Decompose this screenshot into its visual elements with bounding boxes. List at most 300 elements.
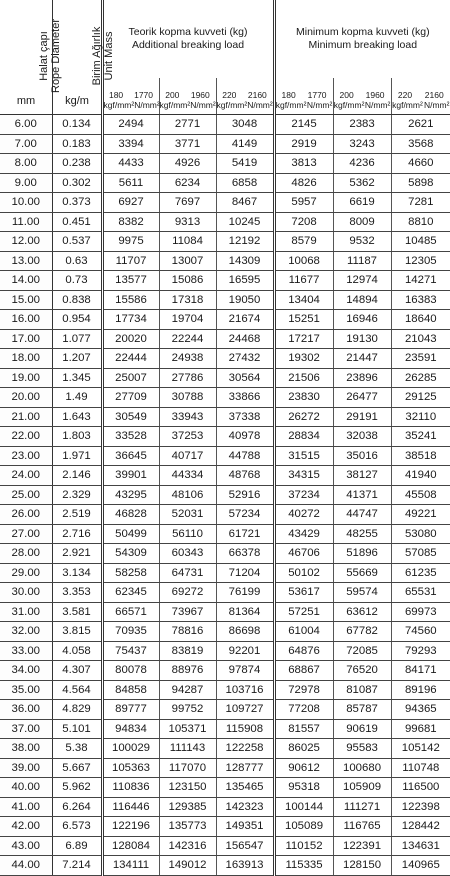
diameter-cell: 7.00: [0, 134, 52, 154]
minimum-1770-cell: 61004: [274, 622, 333, 642]
minimum-2160-cell: 8810: [391, 212, 450, 232]
minimum-2160-cell: 110748: [391, 758, 450, 778]
minimum-1960-cell: 6619: [333, 193, 391, 213]
minimum-1960-cell: 12974: [333, 271, 391, 291]
minimum-1960-cell: 116765: [333, 817, 391, 837]
minimum-1770-cell: 23830: [274, 388, 333, 408]
minimum-1770-cell: 43429: [274, 524, 333, 544]
minimum-1960-cell: 81087: [333, 680, 391, 700]
mass-cell: 5.101: [52, 719, 102, 739]
mass-cell: 6.264: [52, 797, 102, 817]
mass-cell: 1.077: [52, 329, 102, 349]
minimum-1770-cell: 11677: [274, 271, 333, 291]
mass-cell: 1.49: [52, 388, 102, 408]
theoretical-2160-cell: 10245: [216, 212, 274, 232]
diameter-cell: 42.00: [0, 817, 52, 837]
theoretical-1960-cell: 105371: [159, 719, 216, 739]
theoretical-1960-cell: 15086: [159, 271, 216, 291]
theoretical-1770-cell: 13577: [102, 271, 159, 291]
mass-cell: 2.519: [52, 505, 102, 525]
theoretical-1960-cell: 48106: [159, 485, 216, 505]
diameter-cell: 15.00: [0, 290, 52, 310]
minimum-2160-cell: 38518: [391, 446, 450, 466]
minimum-2160-cell: 128442: [391, 817, 450, 837]
table-row: [0, 641, 450, 661]
theoretical-1770-cell: 116446: [102, 797, 159, 817]
minimum-1770-cell: 50102: [274, 563, 333, 583]
minimum-1960-cell: 23896: [333, 368, 391, 388]
theoretical-1960-cell: 13007: [159, 251, 216, 271]
diameter-cell: 9.00: [0, 173, 52, 193]
minimum-1960-cell: 35016: [333, 446, 391, 466]
theoretical-1770-cell: 25007: [102, 368, 159, 388]
mass-cell: 0.838: [52, 290, 102, 310]
diameter-cell: 41.00: [0, 797, 52, 817]
minimum-1770-cell: 37234: [274, 485, 333, 505]
theoretical-1960-cell: 24938: [159, 349, 216, 369]
mass-cell: 0.451: [52, 212, 102, 232]
minimum-2160-cell: 65531: [391, 583, 450, 603]
minimum-1770-cell: 5957: [274, 193, 333, 213]
minimum-1960-cell: 16946: [333, 310, 391, 330]
minimum-1960-cell: 11187: [333, 251, 391, 271]
theoretical-1960-cell: 30788: [159, 388, 216, 408]
minimum-1770-cell: 115335: [274, 856, 333, 876]
minimum-1770-cell: 15251: [274, 310, 333, 330]
theoretical-load-header: [102, 0, 274, 78]
minimum-1960-cell: 85787: [333, 700, 391, 720]
theoretical-1770-cell: 75437: [102, 641, 159, 661]
theoretical-1960-cell: 88976: [159, 661, 216, 681]
theoretical-1770-cell: 84858: [102, 680, 159, 700]
minimum-1770-cell: 19302: [274, 349, 333, 369]
theoretical-1960-cell: 78816: [159, 622, 216, 642]
diameter-cell: 23.00: [0, 446, 52, 466]
minimum-1960-cell: 122391: [333, 836, 391, 856]
theoretical-1770-cell: 2494: [102, 115, 159, 135]
theoretical-1960-cell: 40717: [159, 446, 216, 466]
theoretical-2160-cell: 4149: [216, 134, 274, 154]
minimum-1960-cell: 95583: [333, 739, 391, 759]
diameter-cell: 8.00: [0, 154, 52, 174]
diameter-cell: 38.00: [0, 739, 52, 759]
mass-cell: 5.667: [52, 758, 102, 778]
minimum-2160-cell: 41940: [391, 466, 450, 486]
theoretical-1770-cell: 4433: [102, 154, 159, 174]
mass-cell: 2.716: [52, 524, 102, 544]
table-row: [0, 778, 450, 798]
minimum-1770-cell: 8579: [274, 232, 333, 252]
theoretical-1770-cell: 8382: [102, 212, 159, 232]
theoretical-1770-cell: 17734: [102, 310, 159, 330]
diameter-cell: 43.00: [0, 836, 52, 856]
table-row: [0, 739, 450, 759]
mass-cell: 7.214: [52, 856, 102, 876]
diameter-cell: 16.00: [0, 310, 52, 330]
theoretical-1960-cell: 11084: [159, 232, 216, 252]
minimum-1770-cell: 100144: [274, 797, 333, 817]
diameter-cell: 18.00: [0, 349, 52, 369]
minimum-1770-cell: 10068: [274, 251, 333, 271]
diameter-cell: 44.00: [0, 856, 52, 876]
table-row: [0, 427, 450, 447]
minimum-1960-cell: 59574: [333, 583, 391, 603]
diameter-cell: 12.00: [0, 232, 52, 252]
theoretical-1770-cell: 80078: [102, 661, 159, 681]
minimum-1770-cell: 21506: [274, 368, 333, 388]
table-row: [0, 251, 450, 271]
mass-cell: 2.921: [52, 544, 102, 564]
mass-cell: 3.815: [52, 622, 102, 642]
theoretical-1960-cell: 129385: [159, 797, 216, 817]
theoretical-2160-cell: 92201: [216, 641, 274, 661]
minimum-1960-cell: 105909: [333, 778, 391, 798]
minimum-1770-cell: 7208: [274, 212, 333, 232]
table-row: [0, 349, 450, 369]
theoretical-load-title-en: Additional breaking load: [131, 39, 245, 51]
minimum-1770-cell: 95318: [274, 778, 333, 798]
theoretical-2160-cell: 97874: [216, 661, 274, 681]
minimum-2160-cell: 61235: [391, 563, 450, 583]
minimum-1960-cell: 41371: [333, 485, 391, 505]
minimum-1960-cell: 44747: [333, 505, 391, 525]
minimum-2160-cell: 5898: [391, 173, 450, 193]
minimum-1770-cell: 3813: [274, 154, 333, 174]
theoretical-2160-cell: 86698: [216, 622, 274, 642]
theoretical-2160-cell: 142323: [216, 797, 274, 817]
mass-header-en: Unit Mass: [102, 31, 115, 81]
minimum-2160-cell: 134631: [391, 836, 450, 856]
mass-cell: 0.183: [52, 134, 102, 154]
theoretical-1960-cell: 52031: [159, 505, 216, 525]
mass-unit: kg/m: [65, 95, 89, 107]
diameter-cell: 40.00: [0, 778, 52, 798]
theoretical-1960-cell: 44334: [159, 466, 216, 486]
minimum-2160-cell: 4660: [391, 154, 450, 174]
theoretical-1960-cell: 83819: [159, 641, 216, 661]
minimum-1960-cell: 67782: [333, 622, 391, 642]
theoretical-1960-cell: 94287: [159, 680, 216, 700]
minimum-1960-cell: 100680: [333, 758, 391, 778]
theoretical-1960-cell: 69272: [159, 583, 216, 603]
minimum-1770-cell: 13404: [274, 290, 333, 310]
table-row: [0, 836, 450, 856]
minimum-load-header: [274, 0, 450, 78]
table-row: [0, 563, 450, 583]
table-row: [0, 622, 450, 642]
minimum-1960-cell: 19130: [333, 329, 391, 349]
theoretical-1770-cell: 105363: [102, 758, 159, 778]
theoretical-2160-cell: 57234: [216, 505, 274, 525]
mass-header-tr: Birim Ağırlık: [90, 26, 103, 86]
diameter-cell: 36.00: [0, 700, 52, 720]
minimum-2160-cell: 29125: [391, 388, 450, 408]
minimum-1770-cell: 4826: [274, 173, 333, 193]
diameter-cell: 37.00: [0, 719, 52, 739]
mass-cell: 4.307: [52, 661, 102, 681]
theoretical-1770-cell: 46828: [102, 505, 159, 525]
theoretical-1770-cell: 20020: [102, 329, 159, 349]
minimum-1960-cell: 21447: [333, 349, 391, 369]
mass-cell: 4.829: [52, 700, 102, 720]
table-row: [0, 446, 450, 466]
theoretical-1960-cell: 7697: [159, 193, 216, 213]
minimum-1960-cell: 63612: [333, 602, 391, 622]
minimum-2160-cell: 84171: [391, 661, 450, 681]
minimum-1960-cell: 5362: [333, 173, 391, 193]
theoretical-2160-cell: 12192: [216, 232, 274, 252]
minimum-1960-cell: 8009: [333, 212, 391, 232]
diameter-cell: 30.00: [0, 583, 52, 603]
theoretical-1770-cell: 62345: [102, 583, 159, 603]
theoretical-2160-cell: 109727: [216, 700, 274, 720]
diameter-cell: 17.00: [0, 329, 52, 349]
table-row: [0, 232, 450, 252]
mass-cell: 4.058: [52, 641, 102, 661]
mass-cell: 1.207: [52, 349, 102, 369]
minimum-2160-cell: 7281: [391, 193, 450, 213]
minimum-1770-cell: 40272: [274, 505, 333, 525]
theoretical-2160-cell: 16595: [216, 271, 274, 291]
table-row: [0, 583, 450, 603]
mass-cell: 0.73: [52, 271, 102, 291]
theoretical-2160-cell: 14309: [216, 251, 274, 271]
theoretical-2160-cell: 6858: [216, 173, 274, 193]
table-row: [0, 680, 450, 700]
theoretical-1960-cell: 111143: [159, 739, 216, 759]
table-row: [0, 407, 450, 427]
theoretical-1770-cell: 128084: [102, 836, 159, 856]
theoretical-1770-cell: 15586: [102, 290, 159, 310]
theoretical-1770-cell: 39901: [102, 466, 159, 486]
theoretical-1770-cell: 5611: [102, 173, 159, 193]
diameter-cell: 34.00: [0, 661, 52, 681]
minimum-2160-cell: 122398: [391, 797, 450, 817]
minimum-1960-cell: 48255: [333, 524, 391, 544]
diameter-cell: 39.00: [0, 758, 52, 778]
minimum-2160-cell: 2621: [391, 115, 450, 135]
theoretical-2160-cell: 66378: [216, 544, 274, 564]
table-row: [0, 797, 450, 817]
theoretical-1770-cell: 94834: [102, 719, 159, 739]
theoretical-1960-cell: 117070: [159, 758, 216, 778]
theoretical-1770-cell: 11707: [102, 251, 159, 271]
minimum-2160-cell: 3568: [391, 134, 450, 154]
mass-cell: 3.134: [52, 563, 102, 583]
minimum-1770-cell: 90612: [274, 758, 333, 778]
diameter-header-tr: Halat çapı: [38, 31, 50, 81]
minimum-load-title-tr: Minimum kopma kuvveti (kg): [295, 26, 430, 38]
mass-cell: 2.146: [52, 466, 102, 486]
minimum-1770-cell: 68867: [274, 661, 333, 681]
minimum-1960-cell: 4236: [333, 154, 391, 174]
minimum-1770-cell: 31515: [274, 446, 333, 466]
table-row: [0, 602, 450, 622]
theoretical-1960-cell: 22244: [159, 329, 216, 349]
table-row: [0, 134, 450, 154]
minimum-1960-cell: 128150: [333, 856, 391, 876]
minimum-1770-cell: 57251: [274, 602, 333, 622]
mass-cell: 0.238: [52, 154, 102, 174]
grade-header-1: 180 1770 kgf/mm² N/mm²: [102, 78, 159, 110]
theoretical-1770-cell: 89777: [102, 700, 159, 720]
table-row: [0, 700, 450, 720]
table-row: [0, 193, 450, 213]
table-row: [0, 154, 450, 174]
theoretical-2160-cell: 27432: [216, 349, 274, 369]
diameter-cell: 27.00: [0, 524, 52, 544]
minimum-1960-cell: 38127: [333, 466, 391, 486]
theoretical-1770-cell: 33528: [102, 427, 159, 447]
diameter-unit: mm: [16, 95, 36, 107]
theoretical-2160-cell: 135465: [216, 778, 274, 798]
mass-cell: 6.89: [52, 836, 102, 856]
table-row: [0, 817, 450, 837]
minimum-2160-cell: 32110: [391, 407, 450, 427]
minimum-1960-cell: 9532: [333, 232, 391, 252]
diameter-cell: 14.00: [0, 271, 52, 291]
theoretical-1770-cell: 27709: [102, 388, 159, 408]
diameter-cell: 20.00: [0, 388, 52, 408]
mass-cell: 0.302: [52, 173, 102, 193]
minimum-1770-cell: 2145: [274, 115, 333, 135]
table-row: [0, 485, 450, 505]
theoretical-2160-cell: 52916: [216, 485, 274, 505]
theoretical-2160-cell: 30564: [216, 368, 274, 388]
mass-cell: 6.573: [52, 817, 102, 837]
theoretical-2160-cell: 122258: [216, 739, 274, 759]
grade-header-5: 200 1960 kgf/mm² N/mm²: [333, 78, 391, 110]
minimum-1770-cell: 110152: [274, 836, 333, 856]
theoretical-1770-cell: 110836: [102, 778, 159, 798]
diameter-cell: 31.00: [0, 602, 52, 622]
minimum-2160-cell: 79293: [391, 641, 450, 661]
minimum-2160-cell: 49221: [391, 505, 450, 525]
theoretical-1770-cell: 3394: [102, 134, 159, 154]
minimum-2160-cell: 94365: [391, 700, 450, 720]
table-body: [0, 115, 450, 876]
minimum-2160-cell: 140965: [391, 856, 450, 876]
mass-cell: 1.803: [52, 427, 102, 447]
theoretical-1960-cell: 99752: [159, 700, 216, 720]
mass-cell: 0.134: [52, 115, 102, 135]
table-row: [0, 368, 450, 388]
minimum-2160-cell: 116500: [391, 778, 450, 798]
table-row: [0, 544, 450, 564]
mass-cell: 5.962: [52, 778, 102, 798]
diameter-cell: 19.00: [0, 368, 52, 388]
theoretical-1960-cell: 19704: [159, 310, 216, 330]
theoretical-1770-cell: 100029: [102, 739, 159, 759]
theoretical-1960-cell: 123150: [159, 778, 216, 798]
minimum-2160-cell: 89196: [391, 680, 450, 700]
theoretical-load-title-tr: Teorik kopma kuvveti (kg): [128, 26, 248, 38]
theoretical-2160-cell: 3048: [216, 115, 274, 135]
table-row: [0, 661, 450, 681]
minimum-2160-cell: 99681: [391, 719, 450, 739]
minimum-1770-cell: 53617: [274, 583, 333, 603]
theoretical-2160-cell: 76199: [216, 583, 274, 603]
theoretical-1770-cell: 43295: [102, 485, 159, 505]
minimum-2160-cell: 26285: [391, 368, 450, 388]
table-row: [0, 310, 450, 330]
minimum-1770-cell: 2919: [274, 134, 333, 154]
theoretical-2160-cell: 61721: [216, 524, 274, 544]
mass-cell: 1.345: [52, 368, 102, 388]
minimum-1960-cell: 3243: [333, 134, 391, 154]
diameter-cell: 24.00: [0, 466, 52, 486]
theoretical-2160-cell: 24468: [216, 329, 274, 349]
minimum-2160-cell: 74560: [391, 622, 450, 642]
theoretical-2160-cell: 19050: [216, 290, 274, 310]
theoretical-1770-cell: 36645: [102, 446, 159, 466]
minimum-2160-cell: 14271: [391, 271, 450, 291]
minimum-1960-cell: 32038: [333, 427, 391, 447]
minimum-1960-cell: 14894: [333, 290, 391, 310]
theoretical-2160-cell: 156547: [216, 836, 274, 856]
theoretical-1960-cell: 135773: [159, 817, 216, 837]
table-row: [0, 388, 450, 408]
diameter-cell: 28.00: [0, 544, 52, 564]
diameter-cell: 25.00: [0, 485, 52, 505]
theoretical-1770-cell: 66571: [102, 602, 159, 622]
theoretical-1960-cell: 17318: [159, 290, 216, 310]
table-row: [0, 758, 450, 778]
minimum-2160-cell: 105142: [391, 739, 450, 759]
theoretical-1960-cell: 37253: [159, 427, 216, 447]
minimum-2160-cell: 23591: [391, 349, 450, 369]
theoretical-1960-cell: 56110: [159, 524, 216, 544]
theoretical-2160-cell: 163913: [216, 856, 274, 876]
diameter-cell: 13.00: [0, 251, 52, 271]
theoretical-1960-cell: 60343: [159, 544, 216, 564]
minimum-2160-cell: 45508: [391, 485, 450, 505]
mass-cell: 5.38: [52, 739, 102, 759]
theoretical-2160-cell: 33866: [216, 388, 274, 408]
minimum-1770-cell: 86025: [274, 739, 333, 759]
minimum-2160-cell: 18640: [391, 310, 450, 330]
table-row: [0, 173, 450, 193]
minimum-1960-cell: 29191: [333, 407, 391, 427]
mass-cell: 2.329: [52, 485, 102, 505]
minimum-1770-cell: 72978: [274, 680, 333, 700]
theoretical-2160-cell: 21674: [216, 310, 274, 330]
theoretical-1960-cell: 6234: [159, 173, 216, 193]
table-row: [0, 212, 450, 232]
table-row: [0, 856, 450, 876]
mass-cell: 0.63: [52, 251, 102, 271]
minimum-1770-cell: 28834: [274, 427, 333, 447]
theoretical-2160-cell: 71204: [216, 563, 274, 583]
mass-cell: 0.537: [52, 232, 102, 252]
diameter-cell: 6.00: [0, 115, 52, 135]
table-row: [0, 115, 450, 135]
theoretical-1960-cell: 64731: [159, 563, 216, 583]
minimum-1960-cell: 111271: [333, 797, 391, 817]
diameter-cell: 26.00: [0, 505, 52, 525]
mass-cell: 3.581: [52, 602, 102, 622]
theoretical-1770-cell: 54309: [102, 544, 159, 564]
theoretical-2160-cell: 103716: [216, 680, 274, 700]
theoretical-1770-cell: 50499: [102, 524, 159, 544]
theoretical-2160-cell: 8467: [216, 193, 274, 213]
table-row: [0, 329, 450, 349]
minimum-1770-cell: 46706: [274, 544, 333, 564]
grade-header-2: 200 1960 kgf/mm² N/mm²: [159, 78, 216, 110]
theoretical-2160-cell: 44788: [216, 446, 274, 466]
table-row: [0, 466, 450, 486]
minimum-2160-cell: 53080: [391, 524, 450, 544]
